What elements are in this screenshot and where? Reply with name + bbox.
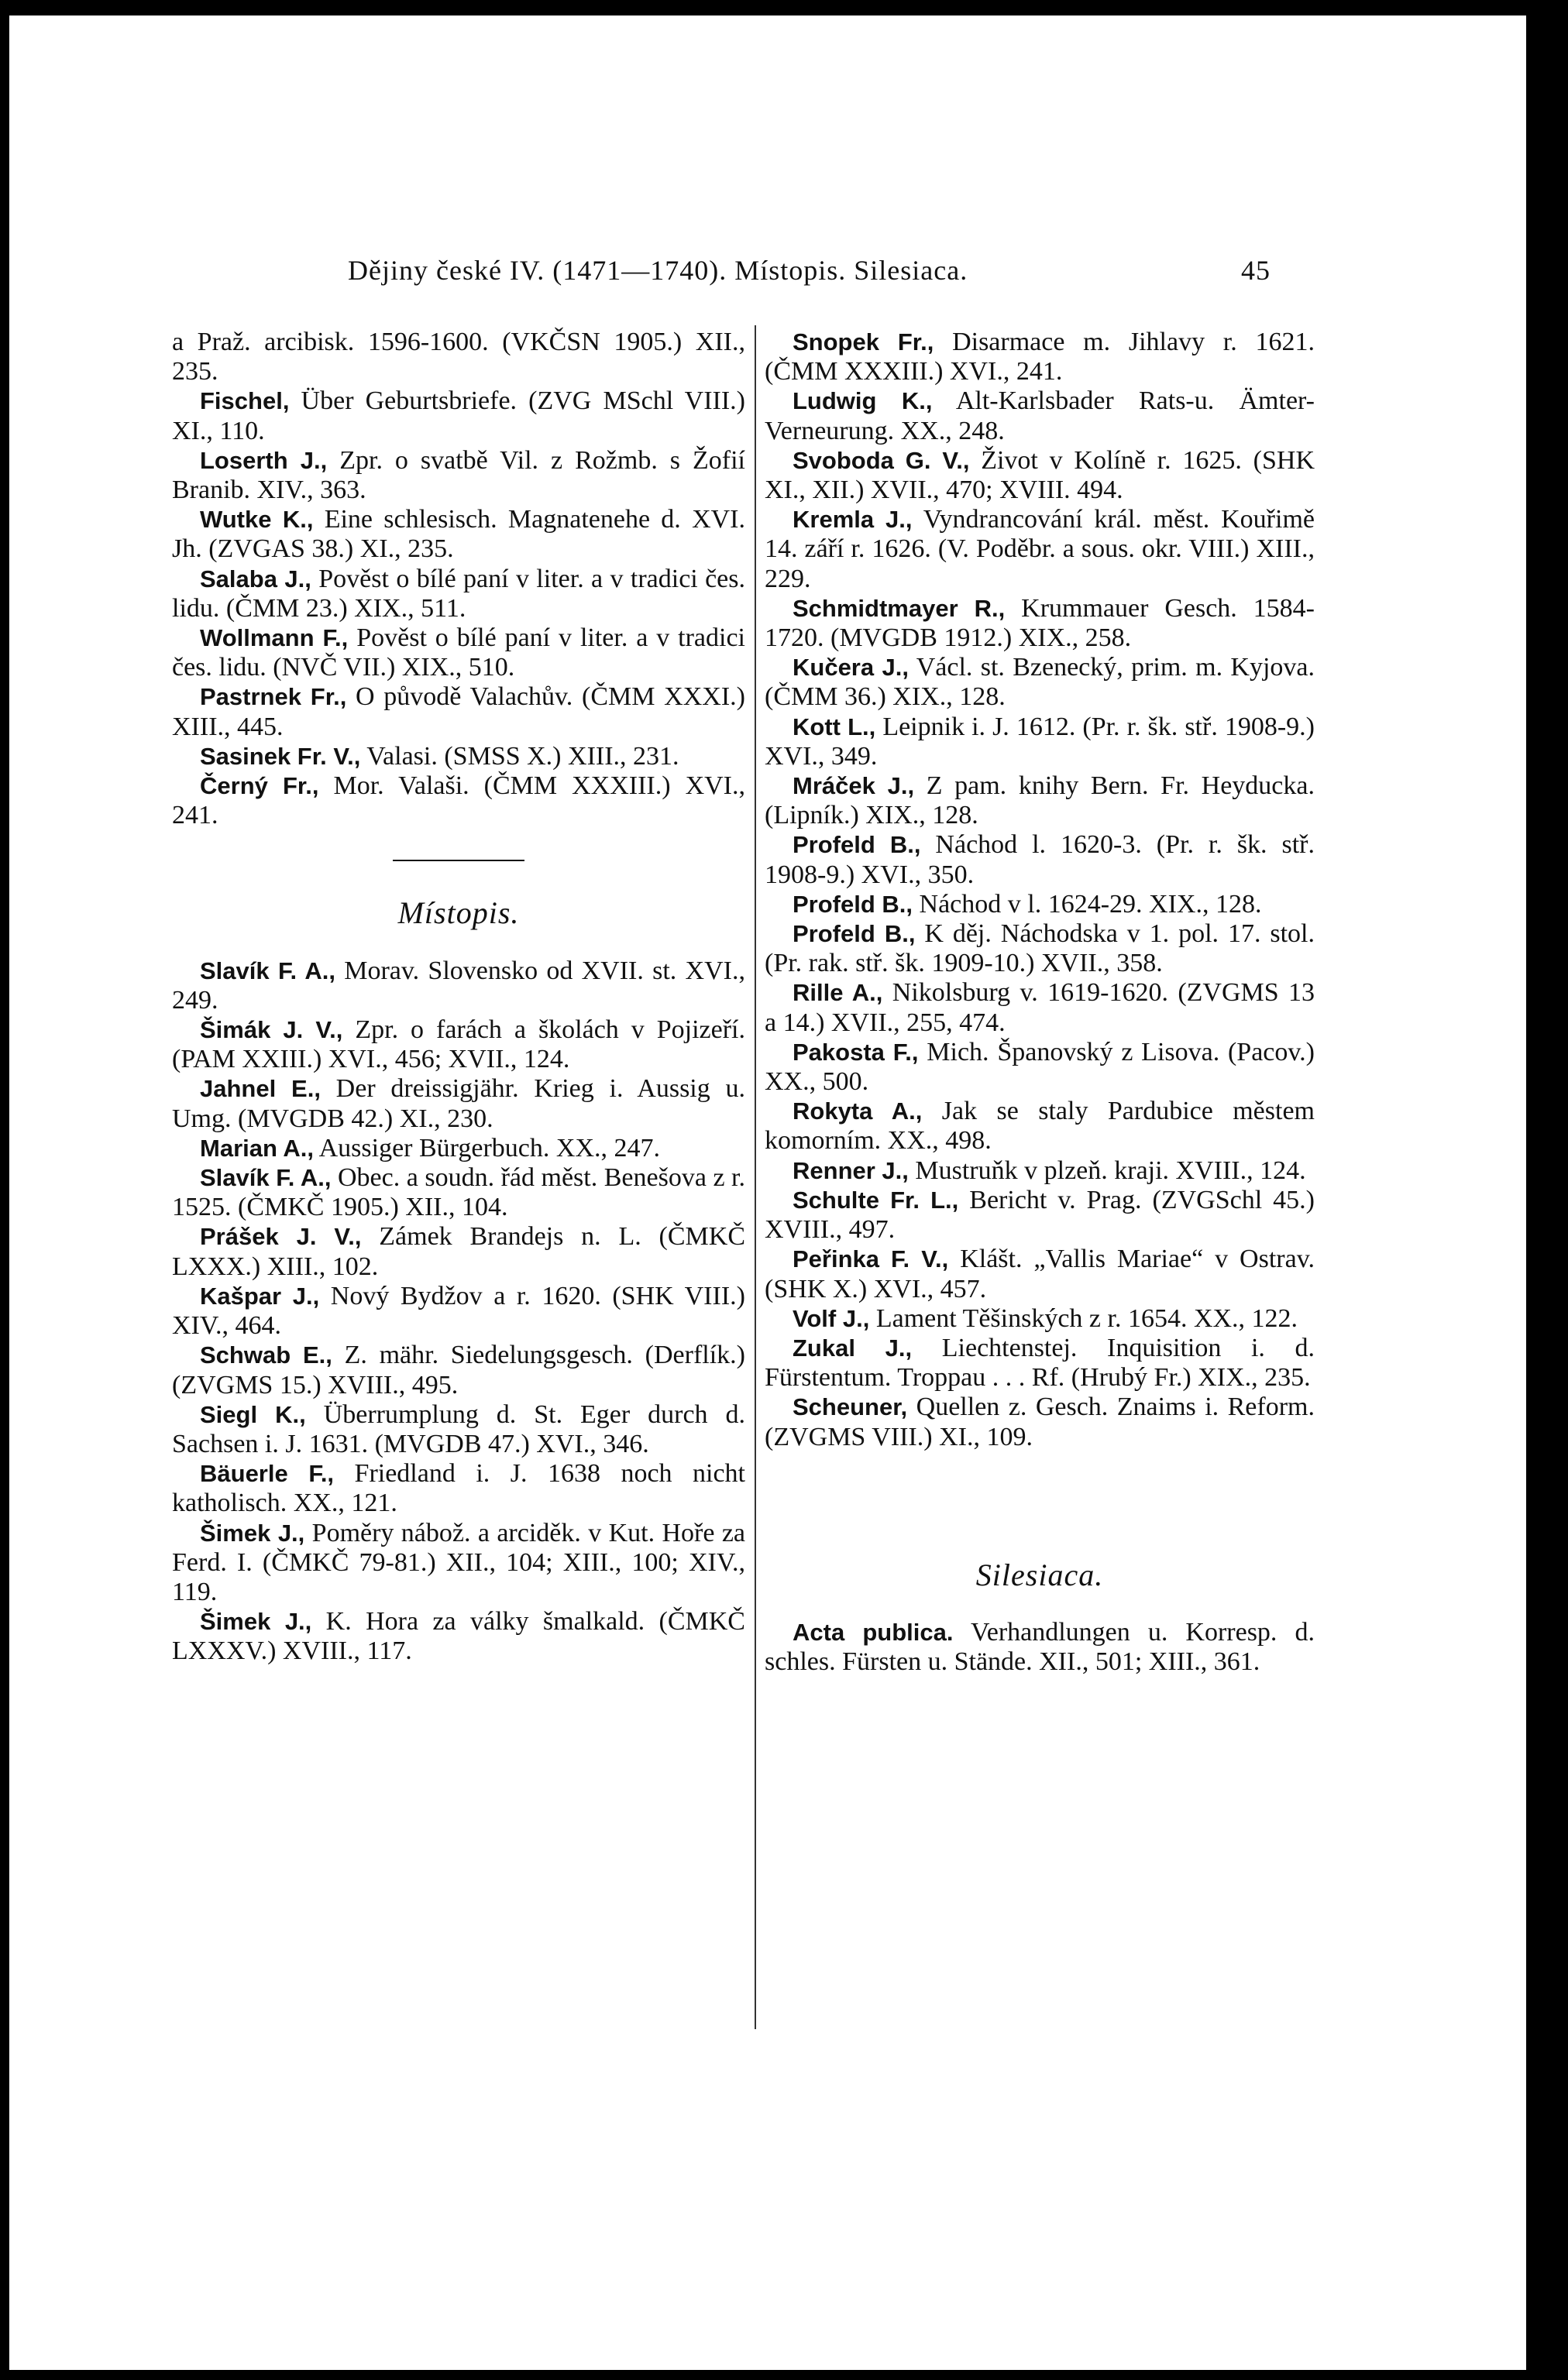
entry-text: Poměry nábož. a arciděk. v Kut. Hoře za Ferd. I. (ČMKČ 79-81.) XII., 104; XIII., 100; XIV., 119. — [172, 1518, 745, 1606]
bibliography-entry — [172, 956, 745, 1015]
entry-text: Zpr. o farách a školách v Pojizeří. (PAM XXIII.) XVI., 456; XVII., 124. — [172, 1015, 745, 1074]
bibliography-entry — [172, 771, 745, 830]
entry-author: Wutke K., — [200, 506, 314, 534]
bibliography-entry — [172, 1015, 745, 1074]
entry-text: Alt-Karlsbader Rats-u. Ämter-Verneurung. XX., 248. — [765, 386, 1315, 445]
entry-text: Václ. st. Bzenecký, prim. m. Kyjova. (ČMM 36.) XIX., 128. — [765, 653, 1315, 712]
entry-text: Náchod v l. 1624-29. XIX., 128. — [913, 889, 1262, 919]
entry-author: Snopek Fr., — [793, 328, 934, 355]
right-entries-a — [765, 328, 1315, 1452]
entry-text: Jak se staly Pardubice městem komorním. XX., 498. — [765, 1097, 1315, 1156]
entry-text: Quellen z. Gesch. Znaims i. Reform. (ZVGMS VIII.) XI., 109. — [765, 1393, 1315, 1451]
entry-text: O původě Valachův. (ČMM XXXI.) XIII., 445. — [172, 682, 745, 741]
bibliography-entry — [172, 1134, 745, 1163]
bibliography-entry — [172, 1400, 745, 1459]
bibliography-entry — [765, 1245, 1315, 1303]
entry-text: Über Geburtsbriefe. (ZVG MSchl VIII.) XI., 110. — [172, 386, 745, 445]
entry-author: Fischel, — [200, 387, 290, 415]
entry-text: Krummauer Gesch. 1584-1720. (MVGDB 1912.) XIX., 258. — [765, 593, 1315, 653]
entry-author: Renner J., — [793, 1156, 909, 1184]
entry-author: Černý Fr., — [200, 772, 319, 800]
entry-author: Kott L., — [793, 713, 876, 740]
entry-text: Zpr. o svatbě Vil. z Rožmb. s Žofií Branib. XIV., 363. — [172, 445, 745, 505]
running-header — [9, 254, 1526, 293]
entry-text: Klášt. „Vallis Mariae“ v Ostrav. (SHK X.) XVI., 457. — [765, 1245, 1315, 1303]
bibliography-entry — [172, 386, 745, 445]
entry-text: Friedland i. J. 1638 noch nicht katholisch. XX., 121. — [172, 1459, 745, 1518]
entry-text: Disarmace m. Jihlavy r. 1621. (ČMM XXXIII.) XVI., 241. — [765, 328, 1315, 386]
entry-author: Šimák J. V., — [200, 1016, 343, 1044]
entry-text: Morav. Slovensko od XVII. st. XVI., 249. — [172, 956, 745, 1015]
entry-text: Liechtenstej. Inquisition i. d. Fürstentum. Troppau . . . Rf. (Hrubý Fr.) XIX., 235. — [765, 1333, 1315, 1393]
entry-text: K. Hora za války šmalkald. (ČMKČ LXXXV.) XVIII., 117. — [172, 1607, 745, 1666]
entry-text: K děj. Náchodska v 1. pol. 17. stol. (Pr. rak. stř. šk. 1909-10.) XVII., 358. — [765, 919, 1315, 978]
entry-text: Náchod l. 1620-3. (Pr. r. šk. stř. 1908-9.) XVI., 350. — [765, 830, 1315, 889]
bibliography-entry — [765, 594, 1315, 653]
bibliography-entry — [765, 1618, 1315, 1677]
entry-author: Bäuerle F., — [200, 1460, 335, 1488]
entry-text: Mustruňk v plzeň. kraji. XVIII., 124. — [908, 1156, 1306, 1185]
bibliography-entry — [765, 890, 1315, 919]
bibliography-entry — [765, 1393, 1315, 1451]
entry-text: Verhandlungen u. Korresp. d. schles. Fürsten u. Stände. XII., 501; XIII., 361. — [765, 1617, 1315, 1677]
bibliography-entry — [765, 653, 1315, 712]
bibliography-entry — [765, 446, 1315, 505]
entry-author: Kučera J., — [793, 654, 910, 682]
bibliography-entry — [765, 1156, 1315, 1186]
entry-text: Mor. Valaši. (ČMM XXXIII.) XVI., 241. — [172, 771, 745, 830]
left-entries-a — [172, 386, 745, 830]
entry-author: Scheuner, — [793, 1393, 908, 1421]
entry-text: Der dreissigjähr. Krieg i. Aussig u. Umg. (MVGDB 42.) XI., 230. — [172, 1074, 745, 1133]
entry-author: Slavík F. A., — [200, 1164, 332, 1192]
bibliography-entry — [765, 978, 1315, 1037]
bibliography-entry — [172, 1163, 745, 1222]
bibliography-entry — [765, 1304, 1315, 1334]
entry-author: Profeld B., — [793, 920, 916, 948]
entry-text: Nikolsburg v. 1619-1620. (ZVGMS 13 a 14.) XVII., 255, 474. — [765, 978, 1315, 1037]
entry-text: Lament Těšinských z r. 1654. XX., 122. — [869, 1303, 1298, 1333]
entry-text: Z. mähr. Siedelungsgesch. (Derflík.) (ZVGMS 15.) XVIII., 495. — [172, 1341, 745, 1399]
entry-author: Ludwig K., — [793, 387, 933, 415]
book-page — [9, 15, 1526, 2370]
entry-text: Z pam. knihy Bern. Fr. Heyducka. (Lipník.) XIX., 128. — [765, 771, 1315, 830]
entry-text: Überrumplung d. St. Eger durch d. Sachsen i. J. 1631. (MVGDB 47.) XVI., 346. — [172, 1399, 745, 1458]
entry-author: Jahnel E., — [200, 1075, 321, 1103]
entry-text: Leipnik i. J. 1612. (Pr. r. šk. stř. 1908-9.) XVI., 349. — [765, 712, 1315, 771]
bibliography-entry — [172, 1459, 745, 1518]
entry-text: Valasi. (SMSS X.) XIII., 231. — [360, 741, 679, 771]
entry-text: Obec. a soudn. řád měst. Benešova z r. 1525. (ČMKČ 1905.) XII., 104. — [172, 1163, 745, 1222]
bibliography-entry — [172, 565, 745, 623]
bibliography-entry — [172, 1222, 745, 1281]
bibliography-entry — [765, 713, 1315, 771]
entry-author: Sasinek Fr. V., — [200, 742, 361, 770]
entry-author: Prášek J. V., — [200, 1223, 362, 1251]
entry-author: Pastrnek Fr., — [200, 683, 347, 711]
entry-text: Aussiger Bürgerbuch. XX., 247. — [314, 1133, 660, 1163]
entry-text: Eine schlesisch. Magnatenehe d. XVI. Jh. (ZVGAS 38.) XI., 235. — [172, 505, 745, 564]
bibliography-entry — [765, 1038, 1315, 1097]
bibliography-entry — [765, 1186, 1315, 1245]
right-column — [765, 328, 1315, 1677]
entry-author: Salaba J., — [200, 565, 311, 592]
entry-author: Svoboda G. V., — [793, 446, 970, 474]
bibliography-entry — [765, 771, 1315, 830]
entry-author: Schwab E., — [200, 1341, 332, 1369]
entry-author: Wollmann F., — [200, 624, 349, 652]
entry-author: Mráček J., — [793, 772, 915, 800]
section-title-mistopis: Místopis. — [397, 895, 520, 931]
entry-author: Schmidtmayer R., — [793, 594, 1006, 622]
entry-text: Nový Bydžov a r. 1620. (SHK VIII.) XIV., 464. — [172, 1281, 745, 1341]
bibliography-entry — [765, 386, 1315, 445]
entry-author: Kremla J., — [793, 506, 913, 534]
bibliography-entry — [172, 682, 745, 741]
entry-text: Pověst o bílé paní v liter. a v tradici čes. lidu. (ČMM 23.) XIX., 511. — [172, 564, 746, 623]
header-title: Dějiny české IV. (1471—1740). Místopis. Silesiaca. — [348, 255, 968, 286]
entry-text: Vyndrancování král. měst. Kouřimě 14. září r. 1626. (V. Poděbr. a sous. okr. VIII.) XIII., 229. — [765, 505, 1315, 593]
entry-author: Rokyta A., — [793, 1097, 923, 1125]
entry-author: Acta publica. — [793, 1618, 954, 1646]
section-title-silesiaca: Silesiaca. — [975, 1557, 1104, 1592]
entry-author: Profeld B., — [793, 831, 921, 859]
entry-text: Zámek Brandejs n. L. (ČMKČ LXXX.) XIII., 102. — [172, 1222, 745, 1281]
bibliography-entry — [765, 919, 1315, 978]
bibliography-entry — [172, 1607, 745, 1666]
continuation-text: a Praž. arcibisk. 1596-1600. (VKČSN 1905.) XII., 235. — [172, 328, 745, 386]
entry-author: Peřinka F. V., — [793, 1245, 949, 1273]
entry-author: Volf J., — [793, 1304, 870, 1332]
entry-author: Schulte Fr. L., — [793, 1186, 959, 1214]
entry-text: Mich. Španovský z Lisova. (Pacov.) XX., 500. — [765, 1037, 1315, 1097]
left-entries-b — [172, 956, 745, 1667]
entry-text: Pověst o bílé paní v liter. a v tradici čes. lidu. (NVČ VII.) XIX., 510. — [172, 623, 745, 682]
bibliography-entry — [765, 505, 1315, 594]
bibliography-entry — [765, 1334, 1315, 1393]
entry-text: Bericht v. Prag. (ZVGSchl 45.) XVIII., 497. — [765, 1185, 1315, 1245]
bibliography-entry — [172, 1341, 745, 1399]
entry-author: Kašpar J., — [200, 1282, 320, 1310]
entry-author: Zukal J., — [793, 1334, 913, 1362]
bibliography-entry — [172, 623, 745, 682]
bibliography-entry — [172, 1519, 745, 1608]
bibliography-entry — [172, 446, 745, 505]
entry-author: Slavík F. A., — [200, 956, 335, 984]
entry-author: Šimek J., — [200, 1519, 305, 1547]
section-spacer — [765, 1452, 1315, 1545]
entry-text: Život v Kolíně r. 1625. (SHK XI., XII.) XVII., 470; XVIII. 494. — [765, 445, 1315, 505]
entry-author: Profeld B., — [793, 890, 913, 918]
entry-author: Siegl K., — [200, 1400, 306, 1428]
bibliography-entry — [172, 742, 745, 771]
entry-author: Rille A., — [793, 979, 883, 1007]
bibliography-entry — [172, 1074, 745, 1133]
bibliography-entry — [172, 505, 745, 564]
column-divider — [755, 325, 756, 2029]
right-entries-b — [765, 1618, 1315, 1677]
bibliography-entry — [765, 830, 1315, 889]
page-number: 45 — [1241, 255, 1271, 286]
entry-author: Loserth J., — [200, 446, 328, 474]
bibliography-entry — [765, 1097, 1315, 1156]
entry-author: Marian A., — [200, 1134, 314, 1162]
bibliography-entry — [172, 1282, 745, 1341]
bibliography-entry — [765, 328, 1315, 386]
left-column — [172, 328, 745, 1667]
section-separator — [393, 860, 524, 861]
entry-author: Pakosta F., — [793, 1038, 919, 1066]
entry-author: Šimek J., — [200, 1608, 312, 1636]
